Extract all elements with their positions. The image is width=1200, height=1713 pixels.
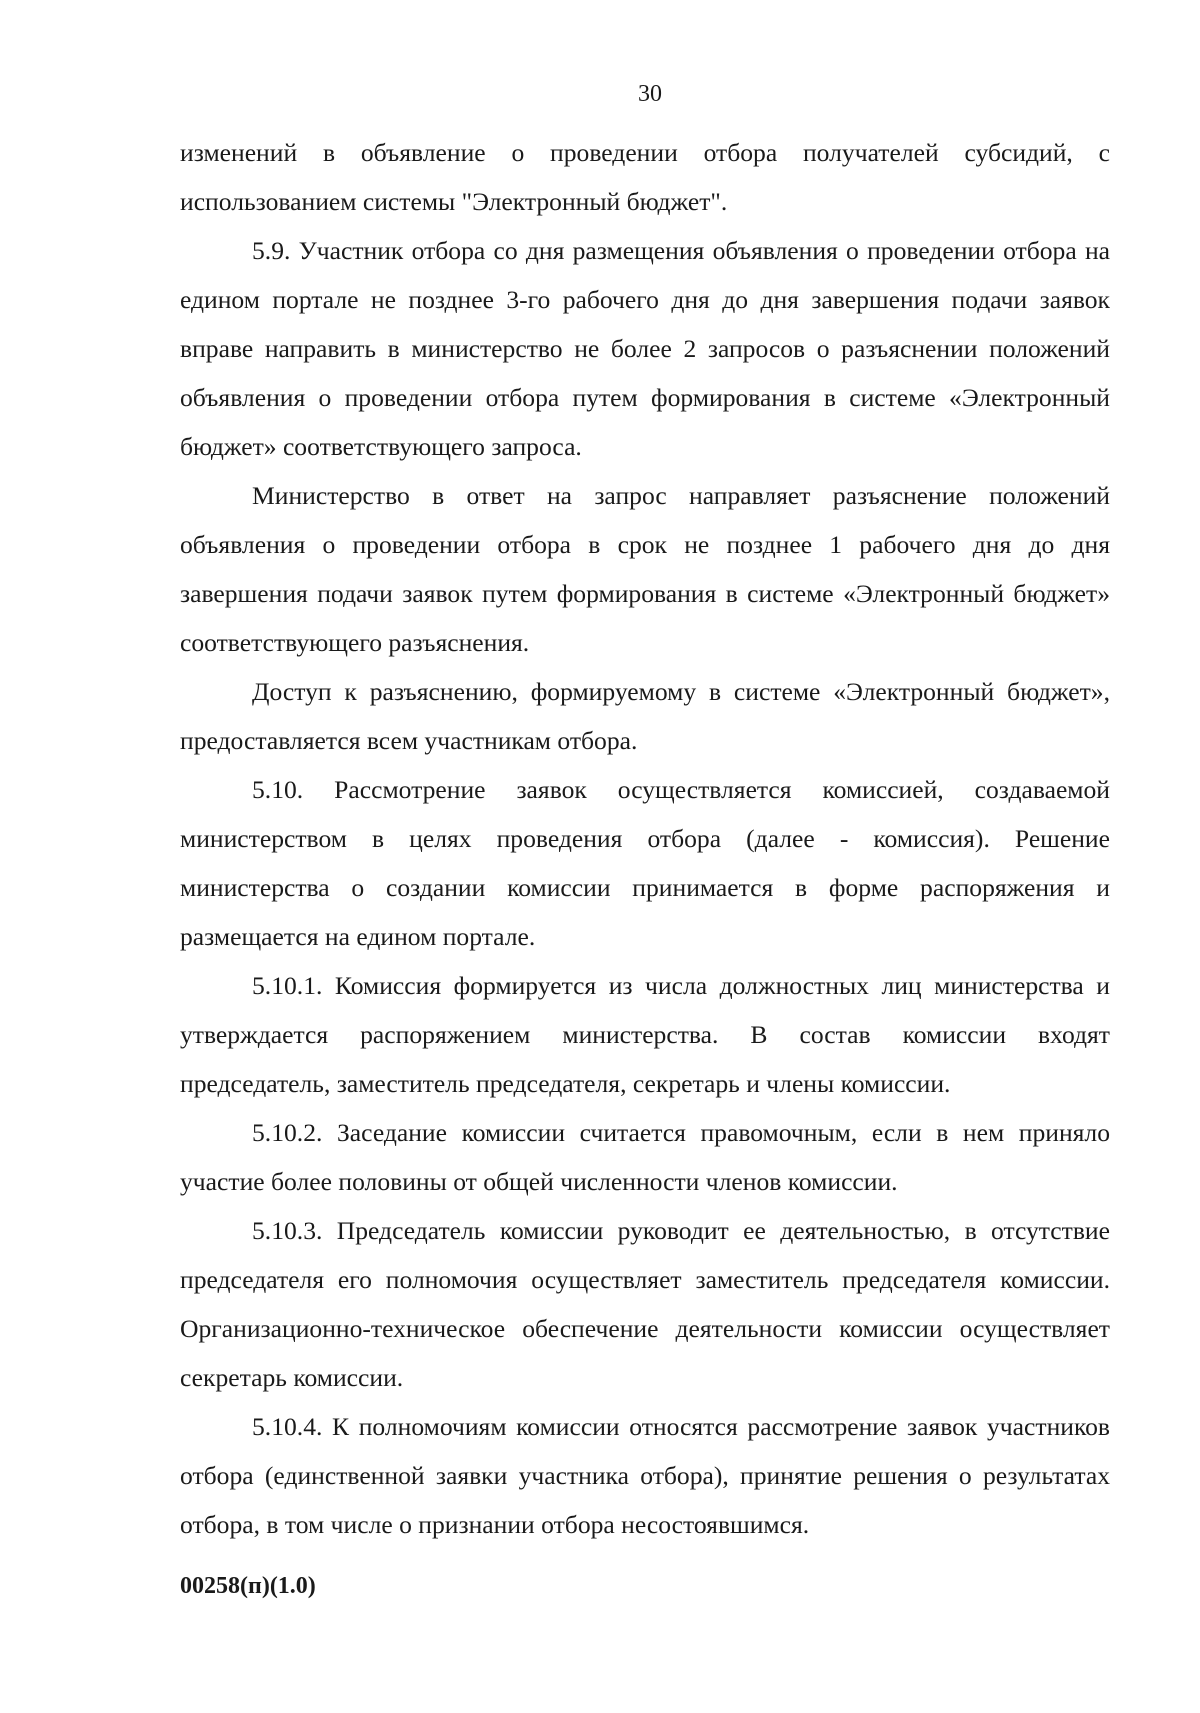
paragraph-continuation: изменений в объявление о проведении отбора получателей субсидий, с использованием системы "Электронный бюджет". bbox=[180, 138, 1110, 216]
document-code: 00258(п)(1.0) bbox=[180, 1573, 316, 1599]
page-number: 30 bbox=[638, 81, 662, 107]
paragraph-access: Доступ к разъяснению, формируемому в системе «Электронный бюджет», предоставляется всем участникам отбора. bbox=[180, 677, 1110, 755]
paragraph-ministry-response: Министерство в ответ на запрос направляет разъяснение положений объявления о проведении отбора в срок не позднее 1 рабочего дня до дня завершения подачи заявок путем формирования в системе «Электронный бюджет» соответствующего разъяснения. bbox=[180, 481, 1110, 657]
paragraph-5-10-3: 5.10.3. Председатель комиссии руководит ее деятельностью, в отсутствие председателя его полномочия осуществляет заместитель председателя комиссии. Организационно-техническое обеспечение деятельности комиссии осуществляет секретарь комиссии. bbox=[180, 1216, 1110, 1392]
paragraph-5-9: 5.9. Участник отбора со дня размещения объявления о проведении отбора на едином портале не позднее 3-го рабочего дня до дня завершения подачи заявок вправе направить в министерство не более 2 запросов о разъяснении положений объявления о проведении отбора путем формирования в системе «Электронный бюджет» соответствующего запроса. bbox=[180, 236, 1110, 461]
paragraph-5-10-1: 5.10.1. Комиссия формируется из числа должностных лиц министерства и утверждается распоряжением министерства. В состав комиссии входят председатель, заместитель председателя, секретарь и члены комиссии. bbox=[180, 971, 1110, 1098]
paragraph-5-10: 5.10. Рассмотрение заявок осуществляется комиссией, создаваемой министерством в целях проведения отбора (далее - комиссия). Решение министерства о создании комиссии принимается в форме распоряжения и размещается на едином портале. bbox=[180, 775, 1110, 951]
document-body bbox=[180, 128, 1110, 1549]
paragraph-5-10-4: 5.10.4. К полномочиям комиссии относятся рассмотрение заявок участников отбора (единственной заявки участника отбора), принятие решения о результатах отбора, в том числе о признании отбора несостоявшимся. bbox=[180, 1412, 1110, 1539]
paragraph-5-10-2: 5.10.2. Заседание комиссии считается правомочным, если в нем приняло участие более половины от общей численности членов комиссии. bbox=[180, 1118, 1110, 1196]
